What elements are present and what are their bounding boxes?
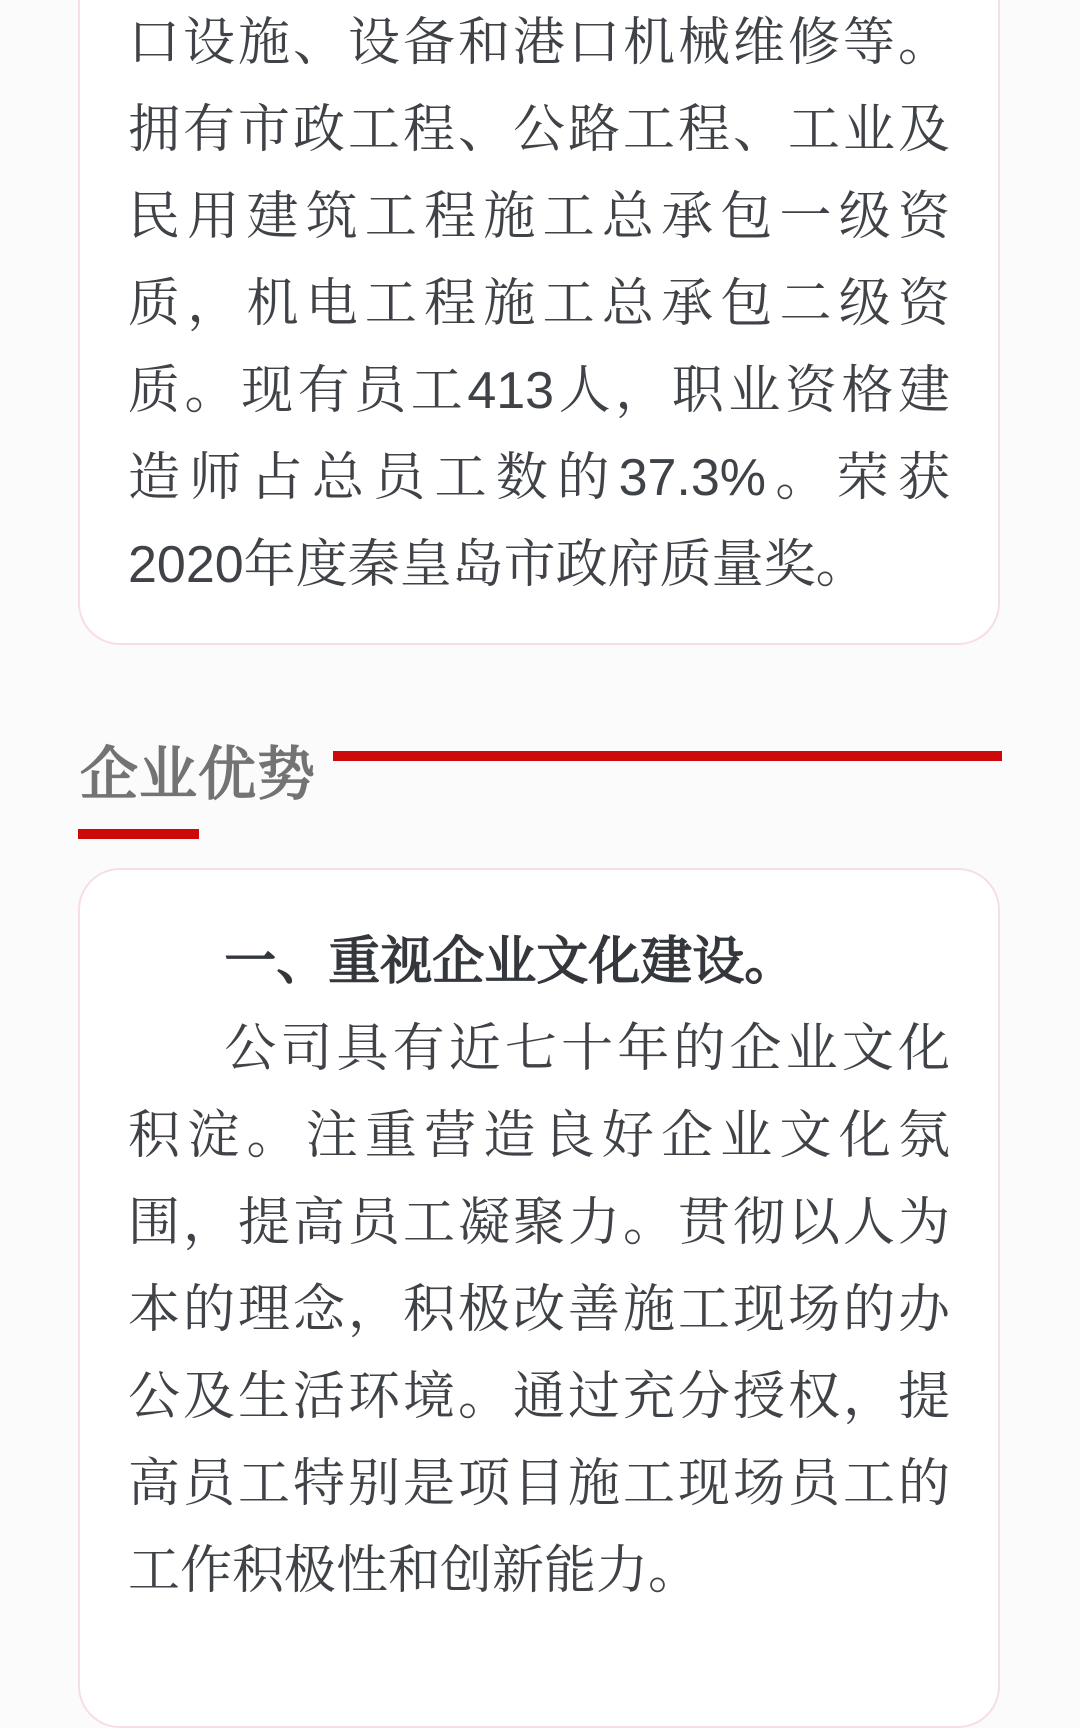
company-intro-card (78, 0, 1000, 645)
text-line: 质，机电工程施工总承包二级资 (128, 275, 950, 333)
section-title: 企业优势 (80, 742, 317, 807)
text-line: 2020年度秦皇岛市政府质量奖。 (128, 536, 868, 594)
text-line: 造师占总员工数的37.3%。荣获 (128, 449, 950, 507)
text-line: 拥有市政工程、公路工程、工业及 (128, 101, 950, 159)
text-line: 积淀。注重营造良好企业文化氛 (128, 1107, 950, 1165)
text-line: 民用建筑工程施工总承包一级资 (128, 188, 950, 246)
text-line: 围，提高员工凝聚力。贯彻以人为 (128, 1194, 950, 1252)
advantages-card (78, 868, 1000, 1728)
section-title-rule-long (333, 751, 1002, 761)
advantages-heading: 一、重视企业文化建设。 (224, 933, 797, 991)
text-line: 公司具有近七十年的企业文化 (224, 1020, 950, 1078)
text-line: 工作积极性和创新能力。 (128, 1542, 701, 1600)
text-line: 公及生活环境。通过充分授权，提 (128, 1368, 950, 1426)
company-intro-paragraph (128, 0, 950, 609)
section-title-rule-short (78, 829, 199, 839)
text-line: 质。现有员工413人，职业资格建 (128, 362, 950, 420)
advantages-paragraph (128, 1006, 950, 1615)
text-line: 口设施、设备和港口机械维修等。 (128, 14, 950, 72)
text-line: 本的理念，积极改善施工现场的办 (128, 1281, 950, 1339)
text-line: 高员工特别是项目施工现场员工的 (128, 1455, 950, 1513)
